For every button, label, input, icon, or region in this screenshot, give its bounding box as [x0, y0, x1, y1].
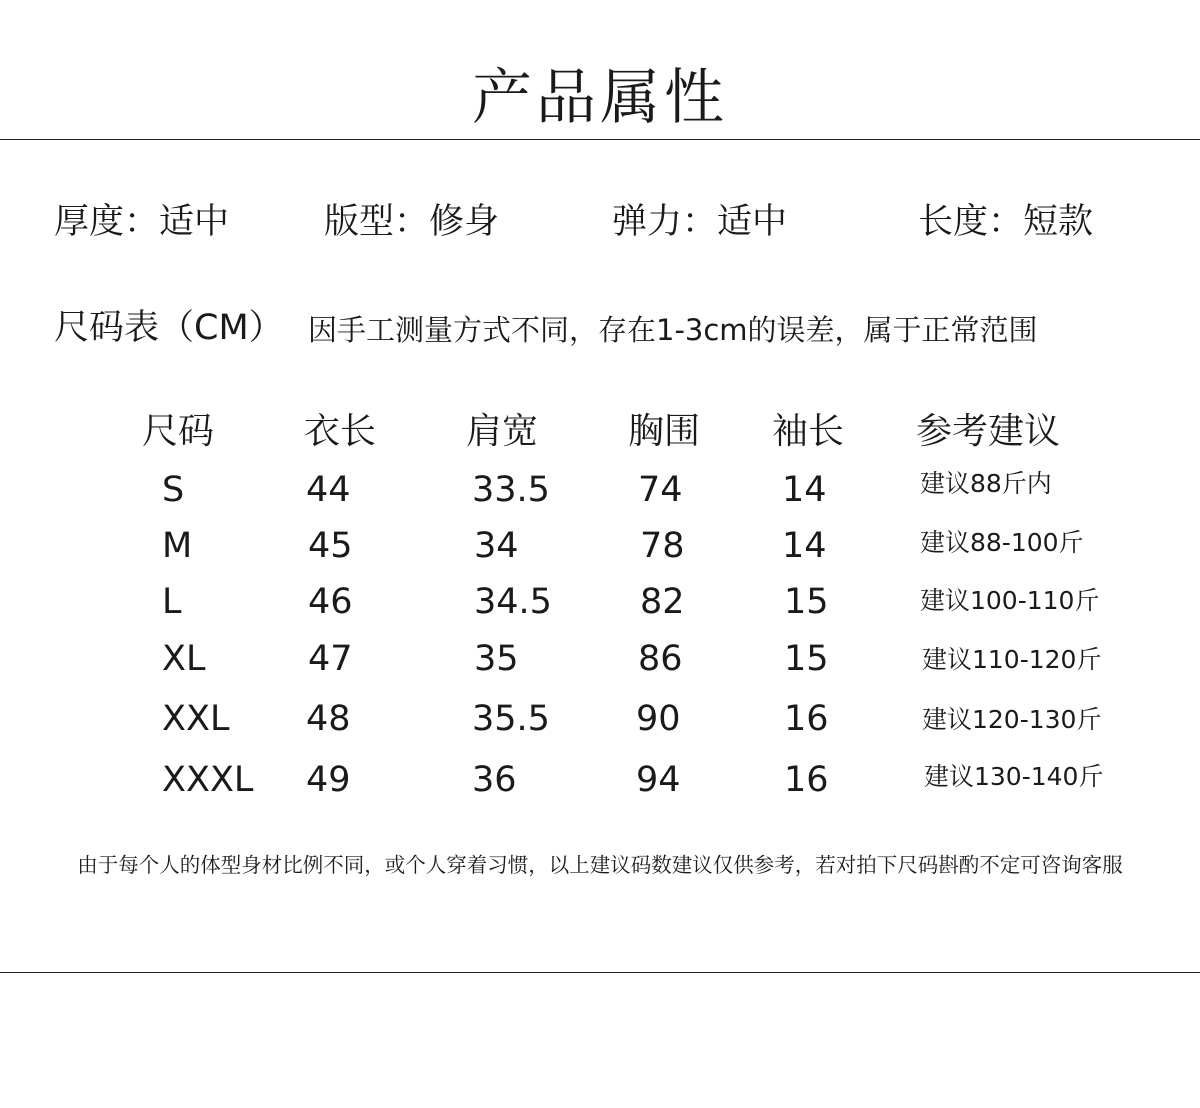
cell-size: L — [162, 582, 182, 622]
cell-shoulder: 35 — [474, 639, 519, 679]
cell-chest: 82 — [640, 582, 685, 622]
cell-length: 49 — [306, 760, 351, 800]
cell-sleeve: 16 — [784, 699, 829, 739]
cell-shoulder: 35.5 — [472, 699, 550, 739]
cell-length: 44 — [306, 470, 351, 510]
disclaimer-text: 由于每个人的体型身材比例不同，或个人穿着习惯，以上建议码数建议仅供参考，若对拍下尺码斟酌不定可咨询客服 — [77, 853, 1123, 877]
cell-advice: 建议130-140斤 — [924, 762, 1104, 791]
cell-sleeve: 15 — [784, 639, 829, 679]
cell-shoulder: 36 — [472, 760, 517, 800]
cell-chest: 94 — [636, 760, 681, 800]
cell-chest: 90 — [636, 699, 681, 739]
header-chest: 胸围 — [628, 411, 701, 452]
cell-size: S — [162, 470, 185, 510]
page-title: 产品属性 — [472, 63, 728, 133]
cell-advice: 建议100-110斤 — [920, 586, 1100, 615]
cell-sleeve: 14 — [782, 526, 827, 566]
cell-length: 45 — [308, 526, 353, 566]
header-shoulder: 肩宽 — [466, 411, 539, 452]
cell-shoulder: 34.5 — [474, 582, 552, 622]
attr-elasticity: 弹力：适中 — [612, 202, 788, 242]
cell-advice: 建议88-100斤 — [920, 528, 1084, 557]
bottom-divider — [0, 972, 1200, 973]
cell-chest: 74 — [638, 470, 683, 510]
header-advice: 参考建议 — [916, 411, 1061, 452]
cell-sleeve: 16 — [784, 760, 829, 800]
cell-size: M — [162, 526, 193, 566]
cell-length: 47 — [308, 639, 353, 679]
cell-chest: 86 — [638, 639, 683, 679]
cell-shoulder: 33.5 — [472, 470, 550, 510]
cell-length: 48 — [306, 699, 351, 739]
attr-length: 长度：短款 — [918, 202, 1094, 242]
cell-shoulder: 34 — [474, 526, 519, 566]
top-divider — [0, 139, 1200, 140]
header-length: 衣长 — [304, 411, 377, 452]
cell-size: XXL — [162, 699, 230, 739]
attr-thickness: 厚度：适中 — [54, 202, 230, 242]
cell-advice: 建议110-120斤 — [922, 645, 1102, 674]
cell-size: XXXL — [162, 760, 254, 800]
attr-fit: 版型：修身 — [324, 202, 500, 242]
cell-chest: 78 — [640, 526, 685, 566]
header-size: 尺码 — [142, 411, 215, 452]
header-sleeve: 袖长 — [772, 411, 845, 452]
cell-advice: 建议120-130斤 — [922, 705, 1102, 734]
measurement-note: 因手工测量方式不同，存在1-3cm的误差，属于正常范围 — [308, 313, 1038, 347]
cell-sleeve: 15 — [784, 582, 829, 622]
cell-length: 46 — [308, 582, 353, 622]
cell-advice: 建议88斤内 — [920, 469, 1052, 498]
cell-sleeve: 14 — [782, 470, 827, 510]
size-chart-heading: 尺码表（CM） — [54, 308, 284, 348]
cell-size: XL — [162, 639, 206, 679]
